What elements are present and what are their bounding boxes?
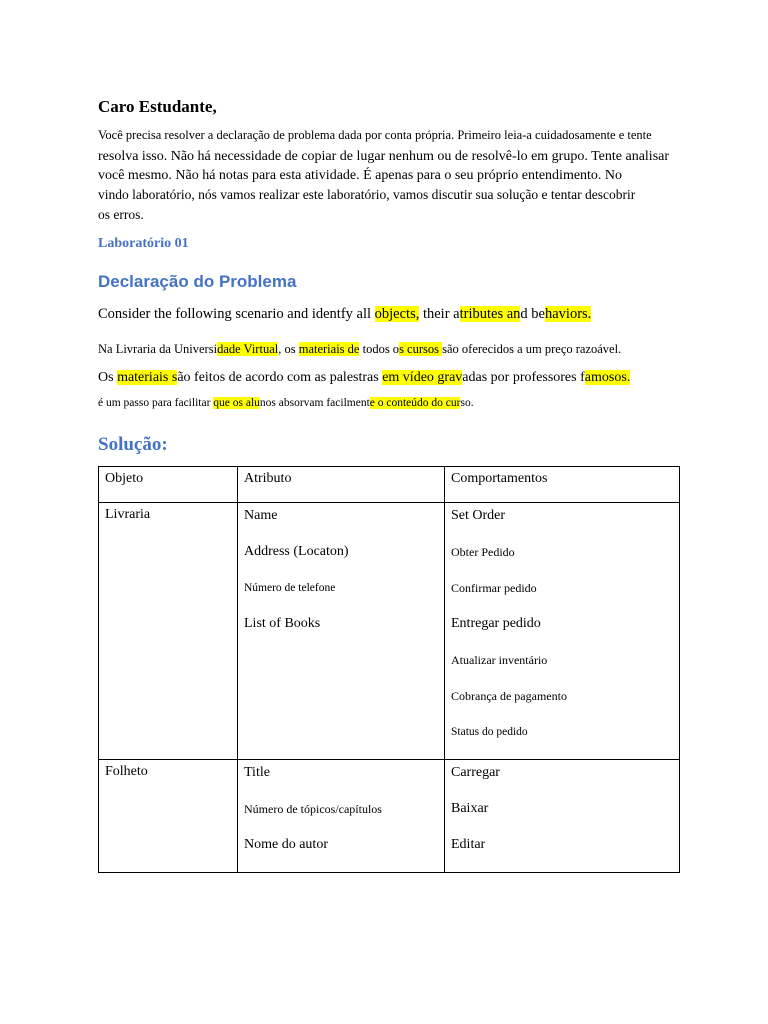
- highlighted-text: e o conteúdo do cur: [369, 397, 461, 409]
- intro-line-1: Você precisa resolver a declaração de problema dada por conta própria. Primeiro leia-a cuidadosamente e tente: [98, 128, 652, 142]
- comportamento-item: Set Order: [451, 508, 506, 523]
- scenario-paragraph-2: [98, 370, 630, 386]
- highlighted-text: materiais de: [298, 342, 360, 356]
- atributos-cell: [238, 503, 445, 760]
- intro-line-4: vindo laboratório, nós vamos realizar este laboratório, vamos discutir sua solução e tentar descobrir: [98, 187, 636, 202]
- comportamentos-cell: [445, 760, 680, 873]
- lab-title: Laboratório 01: [98, 236, 189, 251]
- text-run: , os: [278, 342, 299, 356]
- atributo-item: Address (Locaton): [244, 544, 349, 559]
- table-header-row: [99, 467, 680, 503]
- intro-line-2: resolva isso. Não há necessidade de copiar de lugar nenhum ou de resolvê-lo em grupo. Tente analisar: [98, 149, 670, 164]
- comportamento-item: Atualizar inventário: [451, 653, 548, 667]
- table-row: [99, 503, 680, 760]
- consider-sentence: [98, 306, 591, 323]
- text-run: é um passo para facilitar: [98, 397, 214, 409]
- solution-title: Solução:: [98, 434, 168, 455]
- text-run: so.: [460, 397, 474, 409]
- text-run: adas por professores f: [462, 370, 585, 385]
- text-run: todos o: [359, 342, 400, 356]
- atributo-item: Número de tópicos/capítulos: [244, 802, 382, 816]
- highlighted-text: tributes an: [459, 306, 521, 322]
- solution-table: [98, 466, 680, 873]
- atributo-item: Title: [244, 765, 270, 780]
- objeto-cell: Folheto: [99, 760, 238, 873]
- comportamento-item: Carregar: [451, 765, 500, 780]
- scenario-paragraph-3: [98, 397, 474, 409]
- objeto-cell: Livraria: [99, 503, 238, 760]
- highlighted-text: em vídeo grav: [382, 370, 463, 385]
- greeting: Caro Estudante,: [98, 97, 217, 116]
- comportamento-item: Editar: [451, 837, 486, 852]
- header-atributo: Atributo: [238, 467, 445, 503]
- text-run: ão feitos de acordo com as palestras: [177, 370, 383, 385]
- highlighted-text: s cursos: [399, 342, 443, 356]
- section-title: Declaração do Problema: [98, 272, 297, 291]
- header-objeto: Objeto: [99, 467, 238, 503]
- text-run: são oferecidos a um preço razoável.: [442, 342, 622, 356]
- atributo-item: Número de telefone: [244, 582, 336, 594]
- atributo-item: List of Books: [244, 616, 321, 631]
- intro-line-5: os erros.: [98, 207, 144, 222]
- comportamento-item: Cobrança de pagamento: [451, 689, 567, 703]
- text-run: Na Livraria da Universi: [98, 342, 218, 356]
- comportamento-item: Obter Pedido: [451, 545, 515, 559]
- table-row: [99, 760, 680, 873]
- highlighted-text: amosos.: [584, 370, 631, 385]
- text-run: d be: [520, 306, 545, 322]
- comportamento-item: Status do pedido: [451, 726, 528, 738]
- text-run: Consider the following scenario and identfy all: [98, 306, 375, 322]
- highlighted-text: objects,: [374, 306, 420, 322]
- comportamento-item: Entregar pedido: [451, 616, 541, 631]
- scenario-paragraph-1: [98, 342, 621, 357]
- atributo-item: Name: [244, 508, 278, 523]
- comportamento-item: Baixar: [451, 801, 489, 816]
- highlighted-text: haviors.: [544, 306, 592, 322]
- comportamento-item: Confirmar pedido: [451, 581, 537, 595]
- text-run: nos absorvam facilment: [259, 397, 370, 409]
- atributo-item: Nome do autor: [244, 837, 328, 852]
- highlighted-text: que os alu: [213, 397, 260, 409]
- comportamentos-cell: [445, 503, 680, 760]
- highlighted-text: materiais s: [117, 370, 178, 385]
- highlighted-text: dade Virtual: [217, 342, 279, 356]
- header-comportamentos: Comportamentos: [445, 467, 680, 503]
- intro-line-3: você mesmo. Não há notas para esta atividade. É apenas para o seu próprio entendimento. No: [98, 168, 623, 183]
- text-run: their a: [419, 306, 460, 322]
- text-run: Os: [98, 370, 118, 385]
- atributos-cell: [238, 760, 445, 873]
